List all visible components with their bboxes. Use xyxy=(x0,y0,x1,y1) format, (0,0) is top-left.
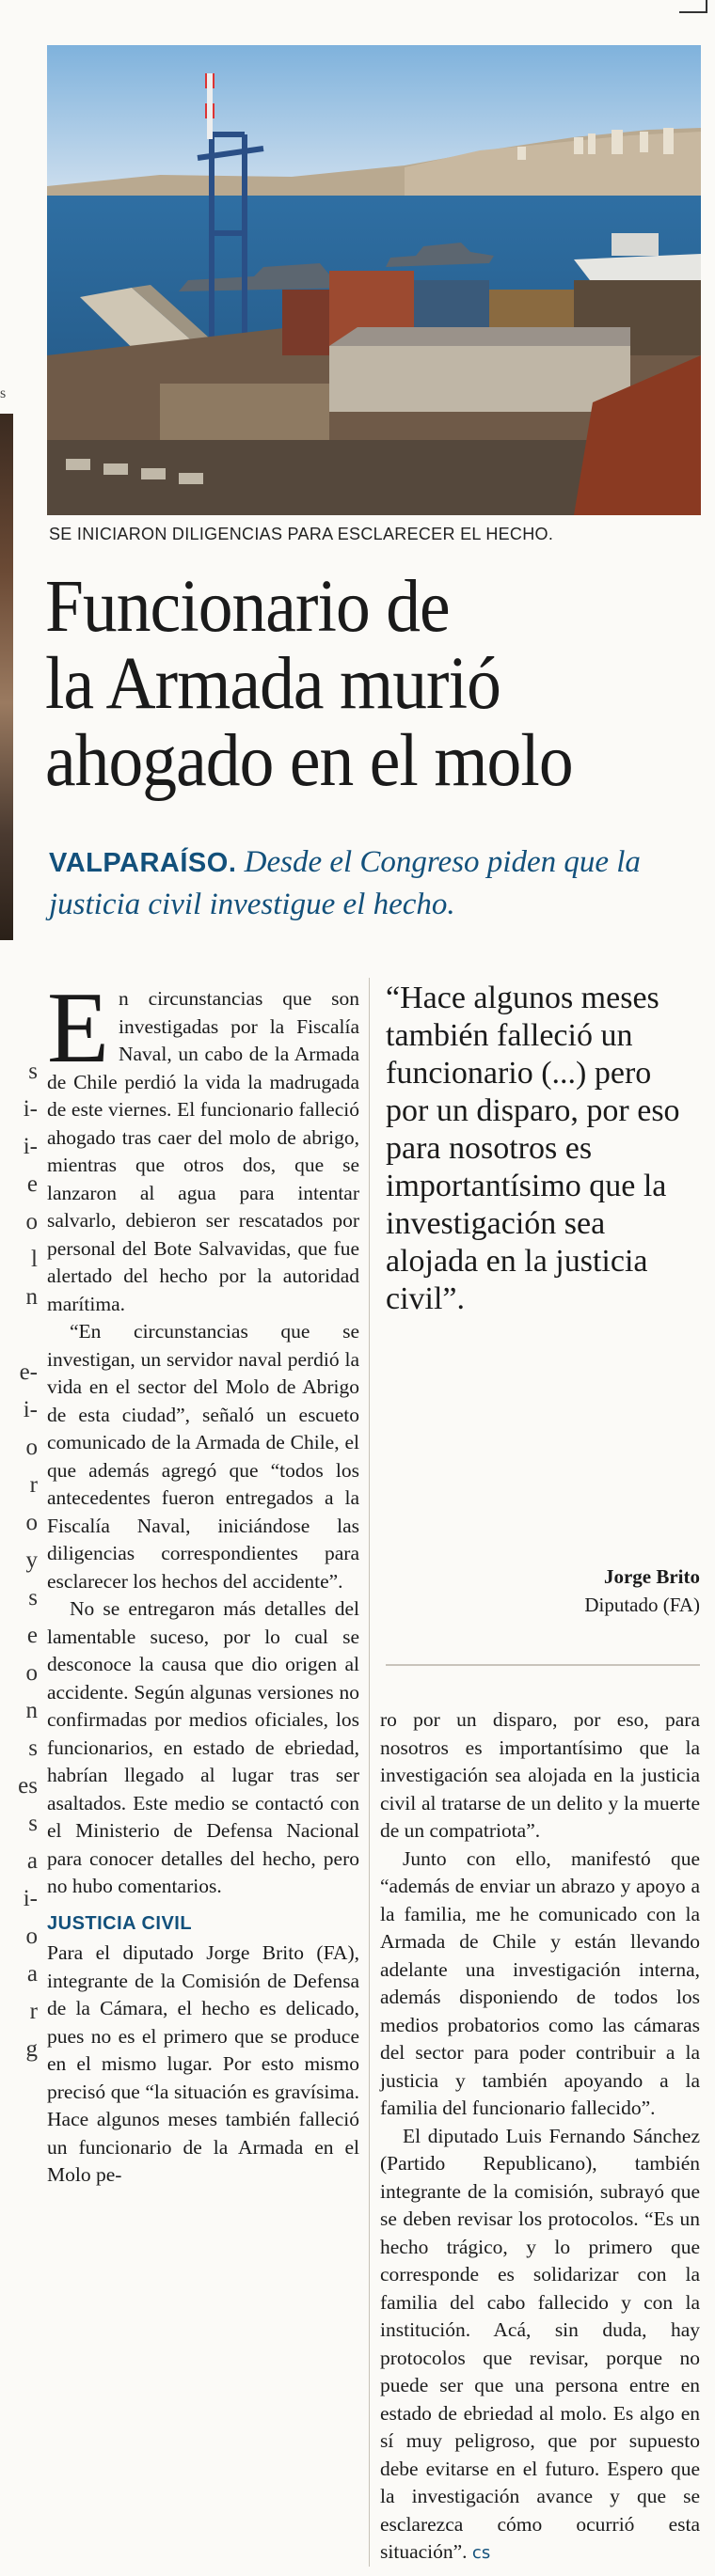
paragraph-4: Para el diputado Jorge Brito (FA), integrante de la Comisión de Defensa de la Cámara, el hecho es delicado, pues no es el primero que se produce en el mismo lugar. Por esto mismo precisó que “la situación es gravísima. Hace algunos meses también falleció un funcionario de la Armada en el Molo pe- xyxy=(47,1941,359,2186)
quote-author-role: Diputado (FA) xyxy=(584,1594,700,1616)
adjacent-page-text-fragments: s i- i- e o l n e- i- o r o y s e o n s es s a i- o a r g xyxy=(18,1059,38,2062)
headline xyxy=(45,566,658,802)
harbor-photo xyxy=(47,45,701,515)
drop-cap: E xyxy=(47,972,109,1084)
quote-attribution xyxy=(386,1563,700,1619)
pull-quote: “Hace algunos meses también falleció un funcionario (...) pero por un disparo, por eso para nosotros es importantísimo que la investigación sea alojada en la justicia civil”. xyxy=(386,981,680,1316)
paragraph-4-continued: ro por un disparo, por eso, para nosotros es importantísimo que la investigación sea alojada en la justicia civil al tratarse de un delito y la muerte de un compatriota”. xyxy=(380,1708,700,1842)
end-mark-icon: cs xyxy=(471,2543,491,2563)
column-divider xyxy=(369,978,370,2567)
photo-caption: SE INICIARON DILIGENCIAS PARA ESCLARECER EL HECHO. xyxy=(49,525,554,543)
paragraph-2: “En circunstancias que se investigan, un servidor naval perdió la vida en el sector del Molo de Abrigo de esta ciudad”, señaló un escueto comunicado de la Armada de Chile, el que además agregó que “todos los antecedentes fueron entregados a la Fiscalía Naval, iniciándose las diligencias correspondientes para esclarecer los hechos del accidente”. xyxy=(47,1320,359,1593)
paragraph-6: El diputado Luis Fernando Sánchez (Partido Republicano), también integrante de la comisión, subrayó que se deben revisar los protocolos. “Es un hecho trágico, y lo primero que corresponde es solidarizar con la familia del cabo fallecido y con la institución. Acá, sin duda, hay protocolos que revisar, porque no puede ser que una persona entre en estado de ebriedad al molo. Es algo en sí muy peligroso, que por supuesto debe evitarse en el futuro. Espero que la investigación avance y que se esclarezca cómo ocurrió esta situación”. cs xyxy=(380,2124,700,2563)
adjacent-page-photo xyxy=(0,414,13,940)
paragraph-1: En circunstancias que son investigadas por la Fiscalía Naval, un cabo de la Armada de Chile perdió la vida la madrugada de este viernes. El funcionario falleció ahogado tras caer del molo de abrigo, mientras que otros dos, que se lanzaron al agua para intentar salvarlo, debieron ser rescatados por personal del Bote Salvavidas, que fue alertado del hecho por la autoridad marítima. xyxy=(47,972,359,1315)
paragraph-3: No se entregaron más detalles del lamentable suceso, por lo cual se desconoce la causa que dio origen al accidente. Según algunas versiones no confirmadas por medios oficiales, los funcionarios, en estado de ebriedad, habrían llegado al lugar tras ser asaltados. Este medio se contactó con el Ministerio de Defensa Nacional para conocer detalles del hecho, pero no hubo comentarios. xyxy=(47,1597,359,1897)
paragraph-5: Junto con ello, manifestó que “además de enviar un abrazo y apoyo a la familia, me he comunicado con la Armada de Chile y están llevando adelante una investigación interna, además disponiendo de todos los medios probatorios como las cámaras del sector para poder contribuir a la justicia y también apoyando a la familia del funcionario fallecido”. xyxy=(380,1846,700,2119)
adjacent-page-mark: s xyxy=(0,385,7,401)
headline-line-3: ahogado en el molo xyxy=(45,720,573,802)
headline-line-1: Funcionario de xyxy=(45,566,450,648)
deck-dateline: VALPARAÍSO. xyxy=(49,848,237,878)
deck-text: Desde el Congreso piden que la justicia civil investigue el hecho. xyxy=(49,845,641,921)
subhead-justicia-civil: JUSTICIA CIVIL xyxy=(47,1912,193,1934)
quote-author: Jorge Brito xyxy=(603,1565,700,1588)
page-corner-rule xyxy=(679,0,707,13)
deck xyxy=(49,841,698,925)
article-column-right xyxy=(380,1706,700,2568)
headline-line-2: la Armada murió xyxy=(45,643,500,725)
adjacent-page-strip xyxy=(0,0,40,2576)
pull-quote-rule xyxy=(386,1664,700,1666)
article-column-left xyxy=(47,972,359,2190)
